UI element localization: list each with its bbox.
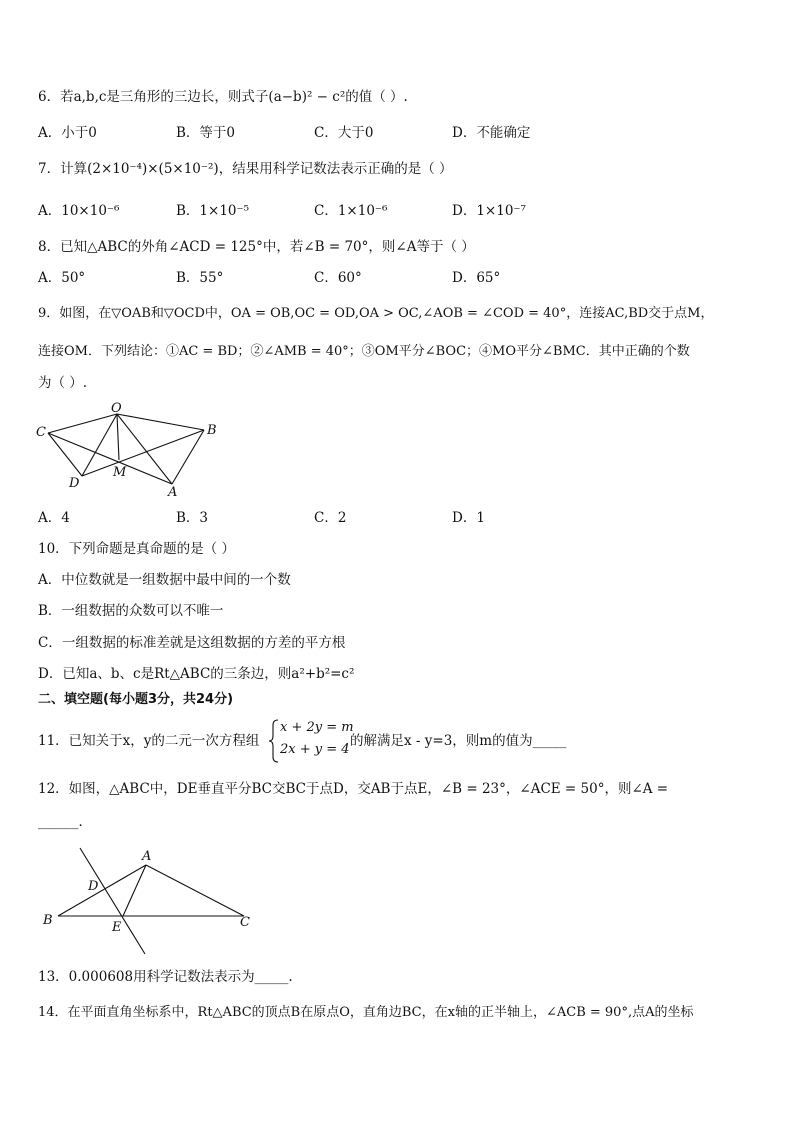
q9-option-a: A．4 [38, 510, 70, 526]
q7-option-a: A．10×10⁻⁶ [38, 203, 120, 219]
q9-label-o: O [111, 401, 122, 416]
q9-figure [32, 400, 232, 500]
q10-option-c: C．一组数据的标准差就是这组数据的方差的平方根 [38, 635, 346, 651]
q6-option-d: D．不能确定 [452, 125, 531, 141]
q9-label-a: A [168, 485, 178, 500]
q9-option-b: B．3 [176, 510, 209, 526]
q11-eq2: 2x + y = 4 [280, 742, 350, 757]
q9-label-c: C [36, 425, 46, 440]
q9-label-d: D [69, 476, 80, 491]
q8-option-c: C．60° [314, 270, 362, 286]
q10-option-a: A．中位数就是一组数据中最中间的一个数 [38, 572, 291, 588]
q11-suffix: 的解满足x - y=3，则m的值为_____ [350, 733, 567, 749]
q11-eq1: x + 2y = m [280, 720, 354, 735]
q12-label-a: A [142, 849, 152, 864]
q7-option-d: D．1×10⁻⁷ [452, 203, 526, 219]
q12-label-b: B [43, 913, 53, 928]
q9-label-b: B [207, 423, 217, 438]
q12-label-c: C [240, 915, 250, 930]
q8-stem: 8．已知△ABC的外角∠ACD = 125°中，若∠B = 70°，则∠A等于（ ） [38, 239, 475, 255]
q12-blank: ______． [38, 814, 92, 830]
q7-option-b: B．1×10⁻⁵ [176, 203, 250, 219]
q9-stem-line3: 为（ ）. [38, 375, 88, 391]
q12-stem: 12．如图，△ABC中，DE垂直平分BC交BC于点D，交AB于点E，∠B = 23°，∠ACE = 50°，则∠A = [38, 781, 669, 797]
q12-label-d: D [88, 879, 99, 894]
q7-stem: 7．计算(2×10⁻⁴)×(5×10⁻²)，结果用科学记数法表示正确的是（ ） [38, 161, 453, 177]
q8-option-d: D．65° [452, 270, 501, 286]
q10-option-b: B．一组数据的众数可以不唯一 [38, 603, 224, 619]
q14-stem: 14．在平面直角坐标系中，Rt△ABC的顶点B在原点O，直角边BC，在x轴的正半轴上，∠ACB = 90°,点A的坐标 [38, 1005, 694, 1020]
q12-figure [38, 842, 268, 962]
q8-option-b: B．55° [176, 270, 224, 286]
section-heading: 二、填空题(每小题3分，共24分) [38, 692, 234, 707]
q8-option-a: A．50° [38, 270, 86, 286]
q10-option-d: D．已知a、b、c是Rt△ABC的三条边，则a²+b²=c² [38, 666, 355, 682]
q9-option-d: D．1 [452, 510, 485, 526]
q11-equation-system [268, 718, 358, 764]
q13-stem: 13．0.000608用科学记数法表示为_____. [38, 969, 293, 985]
q7-option-c: C．1×10⁻⁶ [314, 203, 388, 219]
q9-stem-line2: 连接OM．下列结论：①AC = BD；②∠AMB = 40°；③OM平分∠BOC；④MO平分∠BMC．其中正确的个数 [38, 344, 690, 359]
q6-stem: 6．若a,b,c是三角形的三边长，则式子(a−b)² − c²的值（ ）. [38, 89, 408, 105]
q11-prefix: 11．已知关于x，y的二元一次方程组 [38, 733, 260, 749]
q12-label-e: E [112, 920, 122, 935]
q9-option-c: C．2 [314, 510, 347, 526]
q9-label-m: M [113, 465, 127, 480]
q6-option-a: A．小于0 [38, 125, 97, 141]
q6-option-c: C．大于0 [314, 125, 374, 141]
q6-option-b: B．等于0 [176, 125, 236, 141]
q10-stem: 10．下列命题是真命题的是（ ） [38, 541, 235, 557]
q9-stem-line1: 9．如图，在▽OAB和▽OCD中，OA = OB,OC = OD,OA > OC,∠AOB = ∠COD = 40°，连接AC,BD交于点M， [38, 306, 714, 321]
